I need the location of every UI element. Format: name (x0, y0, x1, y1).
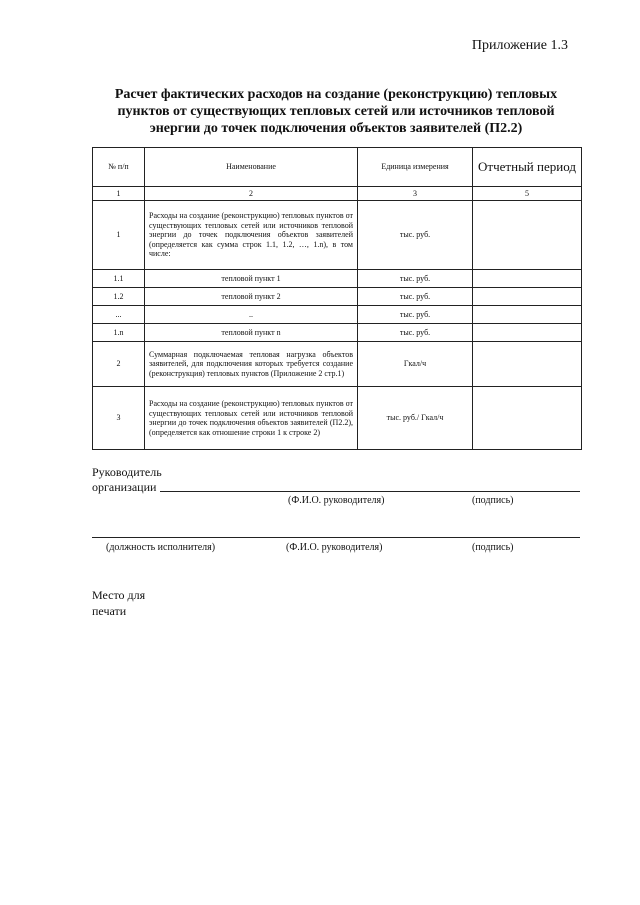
row-value (473, 387, 582, 450)
row-unit: тыс. руб. (358, 306, 473, 324)
table-row (93, 324, 582, 342)
signature-line (160, 491, 580, 492)
row-value (473, 270, 582, 288)
table-row (93, 306, 582, 324)
column-number: 3 (358, 187, 473, 201)
sign-caption-2: (подпись) (472, 542, 514, 553)
header-period: Отчетный период (473, 148, 582, 187)
header-name: Наименование (145, 148, 358, 187)
column-numbers-row (93, 187, 582, 201)
header-num: № п/п (93, 148, 145, 187)
row-unit: тыс. руб. (358, 270, 473, 288)
sign-caption: (подпись) (472, 495, 514, 506)
row-num: 1.1 (93, 270, 145, 288)
column-number: 5 (473, 187, 582, 201)
row-num: 1.n (93, 324, 145, 342)
table-row (93, 201, 582, 270)
row-name: тепловой пункт n (145, 324, 358, 342)
row-num: ... (93, 306, 145, 324)
row-name: Суммарная подключаемая тепловая нагрузка объектов заявителей, для подключения которых требуется создание (реконструкция) тепловых пунктов (Приложение 2 стр.1) (145, 342, 358, 387)
row-name: Расходы на создание (реконструкцию) тепловых пунктов от существующих тепловых сетей или источников тепловой энергии до точек подключения объектов заявителей (определяется как сумма строк 1.1, 1.2, …, 1.n), в том числе: (145, 201, 358, 270)
column-number: 1 (93, 187, 145, 201)
appendix-label: Приложение 1.3 (471, 38, 568, 53)
table-row (93, 288, 582, 306)
row-unit: тыс. руб./ Гкал/ч (358, 387, 473, 450)
column-number: 2 (145, 187, 358, 201)
stamp-label: печати (92, 604, 127, 618)
table-row (93, 342, 582, 387)
position-caption: (должность исполнителя) (106, 542, 216, 553)
row-value (473, 201, 582, 270)
table-row (93, 270, 582, 288)
header-unit: Единица измерения (358, 148, 473, 187)
row-value (473, 306, 582, 324)
row-name: Расходы на создание (реконструкцию) тепловых пунктов от существующих тепловых сетей или источников тепловой энергии до точек подключения объектов заявителей (П2.2), (определяется как отношение строки 1 к строке 2) (145, 387, 358, 450)
row-name: тепловой пункт 2 (145, 288, 358, 306)
row-name: .. (145, 306, 358, 324)
executor-line (92, 537, 580, 538)
expenses-table (92, 147, 582, 450)
organization-label: организации (92, 480, 157, 494)
table-header-row (93, 148, 582, 187)
row-num: 2 (93, 342, 145, 387)
row-value (473, 288, 582, 306)
table-row (93, 387, 582, 450)
row-value (473, 342, 582, 387)
stamp-place-label: Место для (92, 588, 146, 602)
row-unit: тыс. руб. (358, 201, 473, 270)
fio-caption-2: (Ф.И.О. руководителя) (286, 542, 383, 553)
head-label: Руководитель (92, 465, 162, 479)
row-unit: тыс. руб. (358, 288, 473, 306)
row-num: 1.2 (93, 288, 145, 306)
fio-caption: (Ф.И.О. руководителя) (288, 495, 385, 506)
row-unit: Гкал/ч (358, 342, 473, 387)
row-name: тепловой пункт 1 (145, 270, 358, 288)
row-value (473, 324, 582, 342)
row-unit: тыс. руб. (358, 324, 473, 342)
row-num: 1 (93, 201, 145, 270)
row-num: 3 (93, 387, 145, 450)
document-title: Расчет фактических расходов на создание (реконструкцию) тепловых пунктов от существующих тепловых сетей или источников тепловой энергии до точек подключения объектов заявителей (П2.2) (114, 87, 558, 136)
